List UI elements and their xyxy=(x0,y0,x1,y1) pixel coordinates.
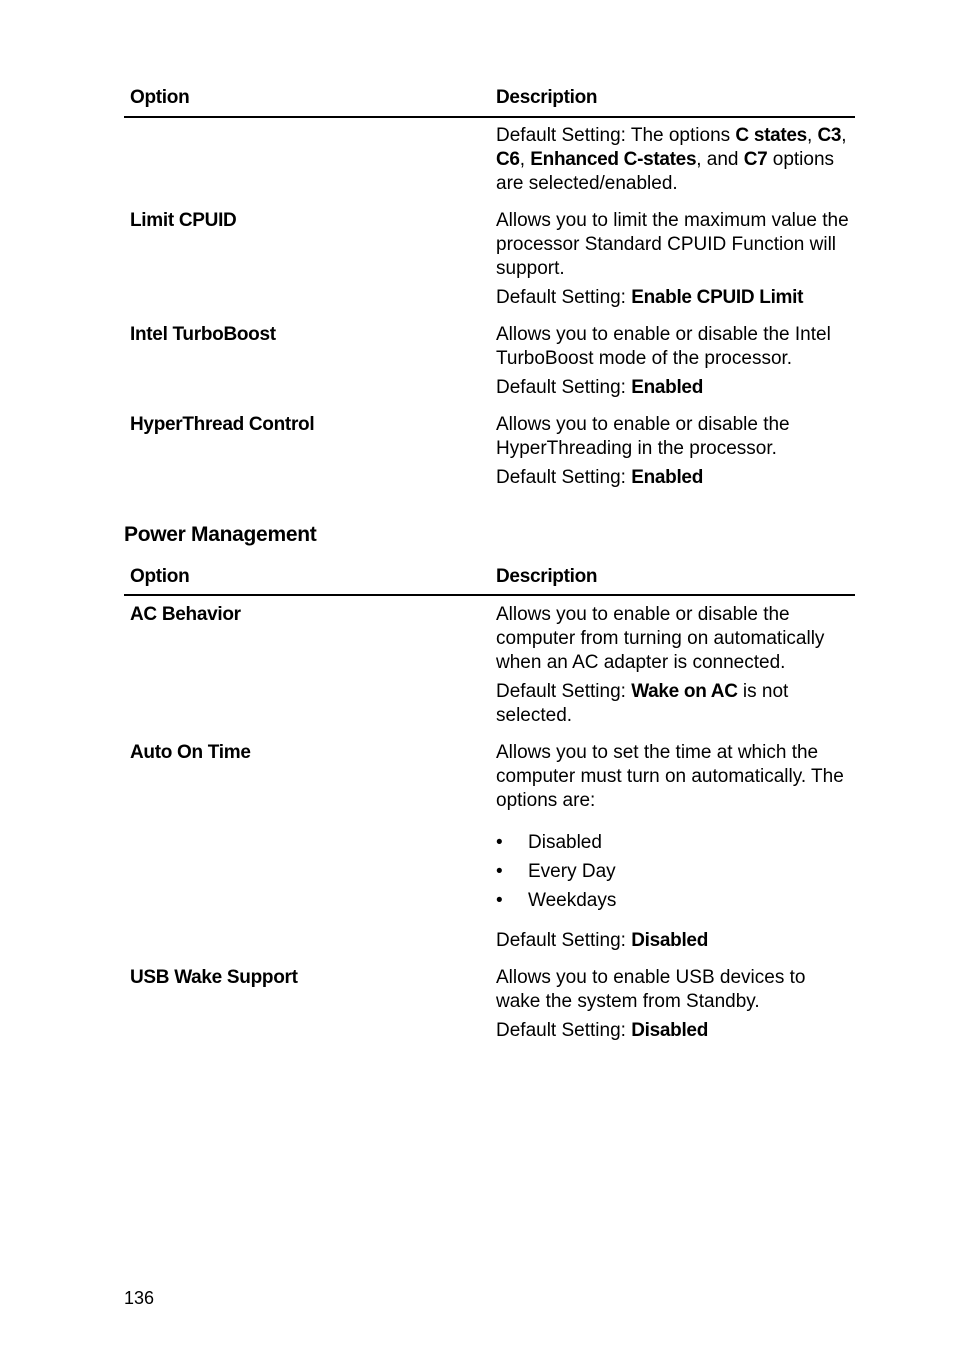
option-description xyxy=(490,209,855,323)
default-label: Default Setting: xyxy=(496,287,632,308)
default-label: Default Setting: xyxy=(496,467,632,488)
default-setting-text xyxy=(496,1019,851,1043)
description-column-header: Description xyxy=(490,566,855,595)
option-description xyxy=(490,323,855,413)
option-description xyxy=(490,741,855,966)
option-name: Auto On Time xyxy=(130,742,251,763)
option-name: AC Behavior xyxy=(130,604,241,625)
text-run: , xyxy=(519,149,531,170)
text-run: , and xyxy=(696,149,744,170)
option-description xyxy=(490,413,855,490)
description-text: Allows you to enable USB devices to wake the system from Standby. xyxy=(496,967,806,1012)
default-setting-text xyxy=(496,376,851,400)
text-run: , xyxy=(806,125,818,146)
description-text: Allows you to enable or disable the Intel TurboBoost mode of the processor. xyxy=(496,324,831,369)
option-name: Intel TurboBoost xyxy=(130,324,276,345)
list-item xyxy=(496,889,851,913)
default-value: Wake on AC xyxy=(631,681,738,702)
value-c6: C6 xyxy=(496,149,520,170)
description-text: Allows you to limit the maximum value the processor Standard CPUID Function will support. xyxy=(496,210,849,279)
default-label: Default Setting: xyxy=(496,1020,632,1041)
option-column-header: Option xyxy=(124,566,490,595)
option-description xyxy=(490,966,855,1043)
table-row xyxy=(124,966,855,1043)
bullet-icon: • xyxy=(496,861,503,882)
option-name: USB Wake Support xyxy=(130,967,298,988)
option-name xyxy=(124,117,490,209)
list-item xyxy=(496,860,851,884)
text-run: Default Setting: The options xyxy=(496,125,736,146)
default-value: Enable CPUID Limit xyxy=(631,287,804,308)
default-setting-text xyxy=(496,466,851,490)
default-suffix: is not selected. xyxy=(496,681,789,726)
power-management-table xyxy=(124,566,855,1043)
text-run: options are selected/enabled. xyxy=(496,149,835,194)
table-row xyxy=(124,209,855,323)
list-item xyxy=(496,831,851,855)
default-label: Default Setting: xyxy=(496,930,632,951)
option-column-header: Option xyxy=(124,86,490,117)
list-item-label: Weekdays xyxy=(528,890,617,911)
default-value: Enabled xyxy=(631,467,704,488)
list-item-label: Disabled xyxy=(528,832,602,853)
list-item-label: Every Day xyxy=(528,861,616,882)
default-setting-text xyxy=(496,680,851,728)
table-header-row xyxy=(124,566,855,595)
default-value: Disabled xyxy=(631,930,708,951)
text-run: , xyxy=(841,125,847,146)
table-row xyxy=(124,323,855,413)
description-column-header: Description xyxy=(490,86,855,117)
table-row xyxy=(124,117,855,209)
value-c7: C7 xyxy=(743,149,768,170)
option-description xyxy=(490,117,855,209)
description-text: Allows you to enable or disable the computer from turning on automatically when an AC adapter is connected. xyxy=(496,604,825,673)
bullet-icon: • xyxy=(496,890,503,911)
section-title: Power Management xyxy=(124,523,317,546)
default-setting-text xyxy=(496,929,851,953)
default-setting-text xyxy=(496,124,851,196)
description-text: Allows you to set the time at which the computer must turn on automatically. The options are: xyxy=(496,742,844,811)
value-c3: C3 xyxy=(817,125,842,146)
default-setting-text xyxy=(496,286,851,310)
options-list xyxy=(496,831,851,913)
option-name: Limit CPUID xyxy=(130,210,237,231)
processor-options-table xyxy=(124,86,855,490)
option-description xyxy=(490,595,855,741)
table-row xyxy=(124,741,855,966)
description-text: Allows you to enable or disable the HyperThreading in the processor. xyxy=(496,414,790,459)
default-value: Enabled xyxy=(631,377,704,398)
table-row xyxy=(124,595,855,741)
option-name: HyperThread Control xyxy=(130,414,315,435)
page-number: 136 xyxy=(124,1288,155,1308)
value-enhanced-c-states: Enhanced C-states xyxy=(530,149,697,170)
table-header-row xyxy=(124,86,855,117)
table-row xyxy=(124,413,855,490)
bullet-icon: • xyxy=(496,832,503,853)
value-c-states: C states xyxy=(735,125,807,146)
default-label: Default Setting: xyxy=(496,377,632,398)
default-label: Default Setting: xyxy=(496,681,632,702)
default-value: Disabled xyxy=(631,1020,708,1041)
